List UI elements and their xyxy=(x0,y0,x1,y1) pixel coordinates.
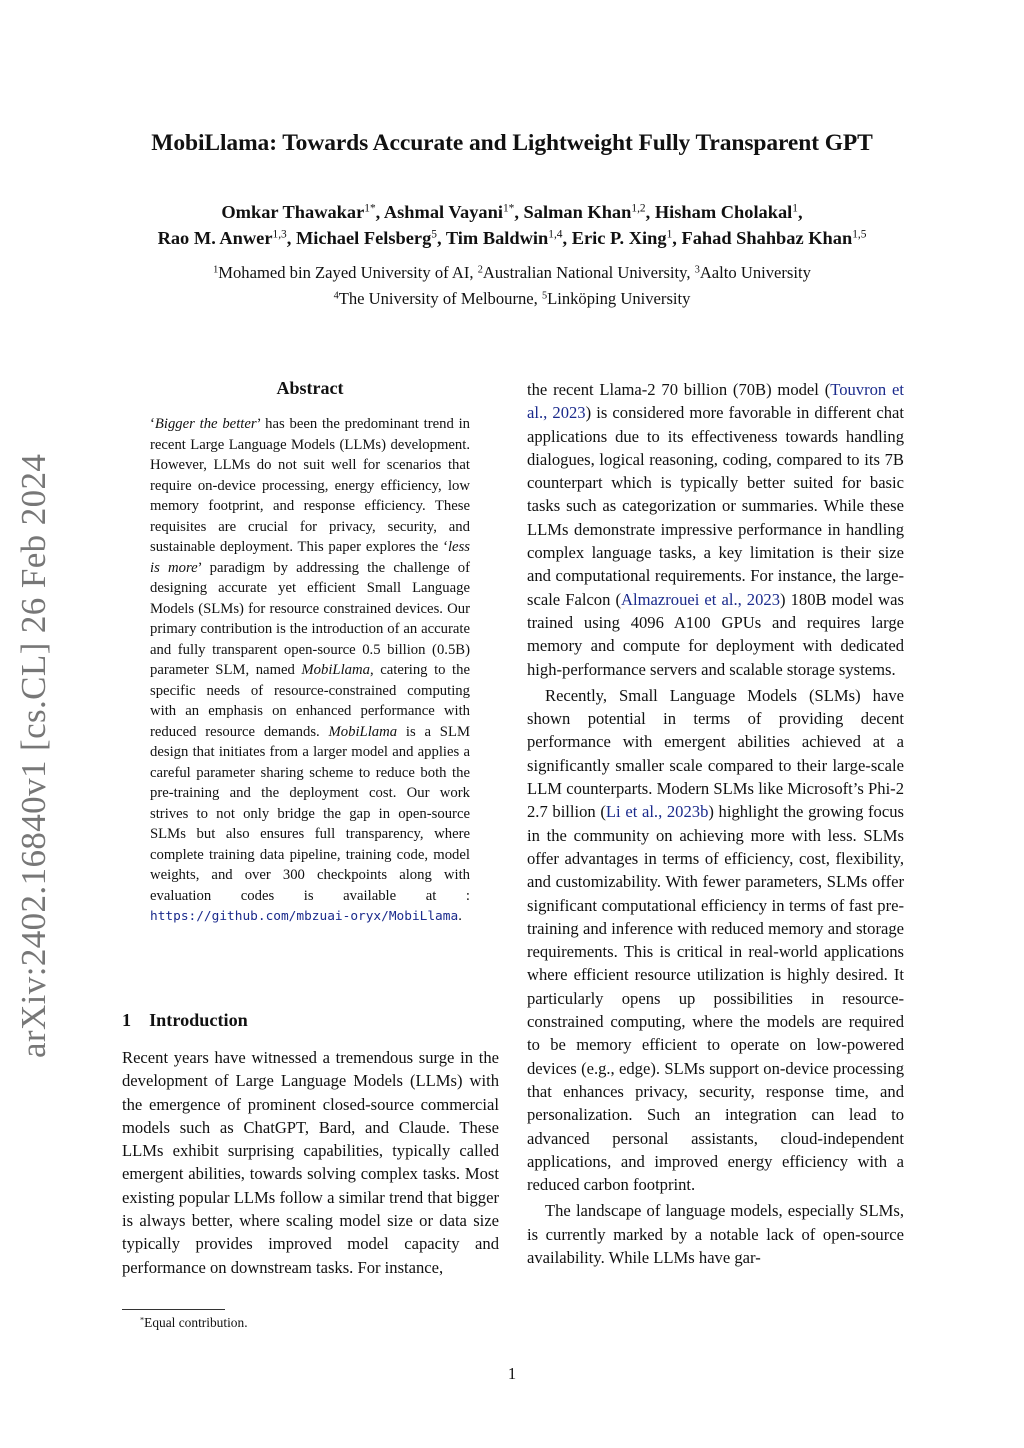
author-name: Eric P. Xing xyxy=(571,228,667,248)
intro-paragraph xyxy=(527,684,904,1197)
affiliation-name: Australian National University xyxy=(482,263,687,282)
author-affil-mark: 1,4 xyxy=(548,228,563,241)
citation-link[interactable]: Li et al., 2023b xyxy=(605,802,709,822)
page-number: 1 xyxy=(507,1364,517,1383)
abstract-text: . xyxy=(458,908,462,924)
affiliation-list xyxy=(40,260,984,312)
author-affil-mark: 1 xyxy=(666,228,673,241)
author-affil-mark: 1* xyxy=(502,202,515,215)
author-name: Michael Felsberg xyxy=(295,228,432,248)
author-name: Tim Baldwin xyxy=(445,228,549,248)
abstract-heading: Abstract xyxy=(276,378,344,398)
abstract-body xyxy=(150,414,470,928)
section-title: Introduction xyxy=(149,1010,248,1030)
section-heading-introduction xyxy=(122,1010,502,1031)
author-name: Salman Khan xyxy=(523,202,632,222)
citation-link[interactable]: Almazrouei et al., 2023 xyxy=(621,589,780,609)
model-name: MobiLlama xyxy=(301,662,370,678)
intro-paragraph: The landscape of language models, especially SLMs, is currently marked by a notable lack of open-source availability. While LLMs have gar- xyxy=(527,1201,904,1267)
affiliation-mark: 4 xyxy=(333,290,339,302)
affiliation-mark: 5 xyxy=(541,290,548,302)
abstract-text: ‘ xyxy=(150,416,155,432)
intro-paragraph xyxy=(527,378,904,681)
affiliation-mark: 2 xyxy=(477,264,483,276)
author-line-1: Omkar Thawakar$^{1*}$, Ashmal Vayani$^{1*}$, Salman Khan$^{1,2}$, Hisham Cholakal$^1$, xyxy=(221,202,803,222)
author-name: Fahad Shahbaz Khan xyxy=(681,228,853,248)
author-name: Ashmal Vayani xyxy=(383,202,503,222)
paragraph-text: the recent Llama-2 70 billion (70B) model ( xyxy=(527,380,831,399)
abstract-text: , catering to the specific needs of resource-constrained computing with an emphasis on enhanced performance with reduced resource demands. xyxy=(150,662,470,740)
abstract-emphasis: Bigger the better xyxy=(154,416,257,432)
affiliation-line-2: $^4$The University of Melbourne, $^5$Linköping University xyxy=(333,289,691,308)
paragraph-text: Recently, Small Language Models (SLMs) have shown potential in terms of providing decent performance with emergent abilities achieved at a significantly smaller scale compared to their large-scale LLM counterparts. Modern SLMs like Microsoft’s Phi-2 2.7 billion ( xyxy=(527,685,904,822)
author-affil-mark: 1* xyxy=(364,202,376,215)
abstract-text: is a SLM design that initiates from a larger model and applies a careful parameter sharing scheme to reduce both the pre-training and the deployment cost. Our work strives to not only bridge the gap in open-source SLMs but also ensures full transparency, where complete training data pipeline, training code, model weights, and over 300 checkpoints along with evaluation codes is available at : xyxy=(150,723,471,904)
paragraph-text: ) is considered more favorable in different chat applications due to its effectiveness towards handling dialogues, logical reasoning, coding, compared to its 7B counterpart which is typically better suited for basic tasks such as categorization or summaries. While these LLMs demonstrate impressive performance in handling complex language tasks, a key limitation is their size and computational requirements. For instance, the large-scale Falcon ( xyxy=(527,403,905,609)
footnote-text: Equal contribution. xyxy=(144,1315,248,1330)
author-affil-mark: 5 xyxy=(431,228,437,241)
paragraph-text: ) 180B model was trained using 4096 A100 GPUs and requires large memory and compute for deployment with dedicated high-performance servers and scalable storage systems. xyxy=(527,589,904,679)
model-name: MobiLlama xyxy=(328,723,398,740)
abstract-text: ’ paradigm by addressing the challenge of designing accurate yet efficient Small Language Models (SLMs) for resource constrained devices. Our primary contribution is the introduction of an accurate and fully transparent open-source 0.5 billion (0.5B) parameter SLM, named xyxy=(150,559,471,678)
footnote-mark: * xyxy=(140,1315,145,1325)
author-affil-mark: 1,3 xyxy=(272,228,287,241)
github-link[interactable]: https://github.com/mbzuai-oryx/MobiLlama xyxy=(150,909,459,924)
author-name: Omkar Thawakar xyxy=(221,202,365,222)
author-affil-mark: 1,5 xyxy=(852,228,867,241)
affiliation-name: Mohamed bin Zayed University of AI xyxy=(218,263,470,282)
affiliation-line-1: $^1$Mohamed bin Zayed University of AI, $^2$Australian National University, $^3$Aalto University xyxy=(213,263,811,282)
arxiv-stamp: arXiv:2402.16840v1 [cs.CL] 26 Feb 2024 xyxy=(14,453,53,1058)
affiliation-name: Aalto University xyxy=(699,263,811,282)
affiliation-mark: 3 xyxy=(694,264,700,276)
author-name: Rao M. Anwer xyxy=(157,228,273,248)
section-number: 1 xyxy=(122,1010,132,1030)
footnote-rule xyxy=(122,1309,225,1310)
abstract-text: ’ has been the predominant trend in recent Large Language Models (LLMs) development. However, LLMs do not suit well for scenarios that require on-device processing, energy efficiency, low memory footprint, and response efficiency. These requisites are crucial for privacy, security, and sustainable deployment. This paper explores the ‘ xyxy=(150,416,470,555)
citation-link[interactable]: Touvron et al., 2023 xyxy=(527,380,904,423)
abstract-emphasis: less is more xyxy=(150,539,470,576)
affiliation-mark: 1 xyxy=(213,264,219,276)
affiliation-name: The University of Melbourne xyxy=(338,289,534,308)
footnote xyxy=(140,1315,248,1331)
author-affil-mark: 1,2 xyxy=(631,202,646,215)
author-name: Hisham Cholakal xyxy=(654,202,793,222)
author-affil-mark: 1 xyxy=(792,202,798,215)
intro-left-column xyxy=(122,1046,499,1279)
author-list xyxy=(40,199,984,251)
intro-right-column xyxy=(527,378,904,1269)
author-line-2: Rao M. Anwer$^{1,3}$, Michael Felsberg$^5$, Tim Baldwin$^{1,4}$, Eric P. Xing$^1$, Fahad Shahbaz Khan$^{1,5}$ xyxy=(157,228,867,248)
affiliation-name: Linköping University xyxy=(547,289,691,308)
paper-title: MobiLlama: Towards Accurate and Lightweight Fully Transparent GPT xyxy=(151,130,873,156)
paragraph-text: ) highlight the growing focus in the community on achieving more with less. SLMs offer advantages in terms of efficiency, cost, flexibility, and customizability. With fewer parameters, SLMs offer significant computational efficiency in terms of fast pre-training and inference with reduced memory and storage requirements. This is critical in real-world applications where efficient resource utilization is highly desired. It particularly opens up possibilities in resource-constrained computing, where the models are required to be memory efficient to operate on low-powered devices (e.g., edge). SLMs support on-device processing that enhances privacy, security, response time, and personalization. Such an integration can lead to advanced personal assistants, cloud-independent applications, and improved energy efficiency with a reduced carbon footprint. xyxy=(527,802,904,1195)
intro-paragraph: Recent years have witnessed a tremendous surge in the development of Large Language Models (LLMs) with the emergence of prominent closed-source commercial models such as ChatGPT, Bard, and Claude. These LLMs exhibit surprising capabilities, typically called emergent abilities, towards solving complex tasks. Most existing popular LLMs follow a similar trend that bigger is always better, where scaling model size or data size typically provides improved model capacity and performance on downstream tasks. For instance, xyxy=(122,1048,499,1277)
